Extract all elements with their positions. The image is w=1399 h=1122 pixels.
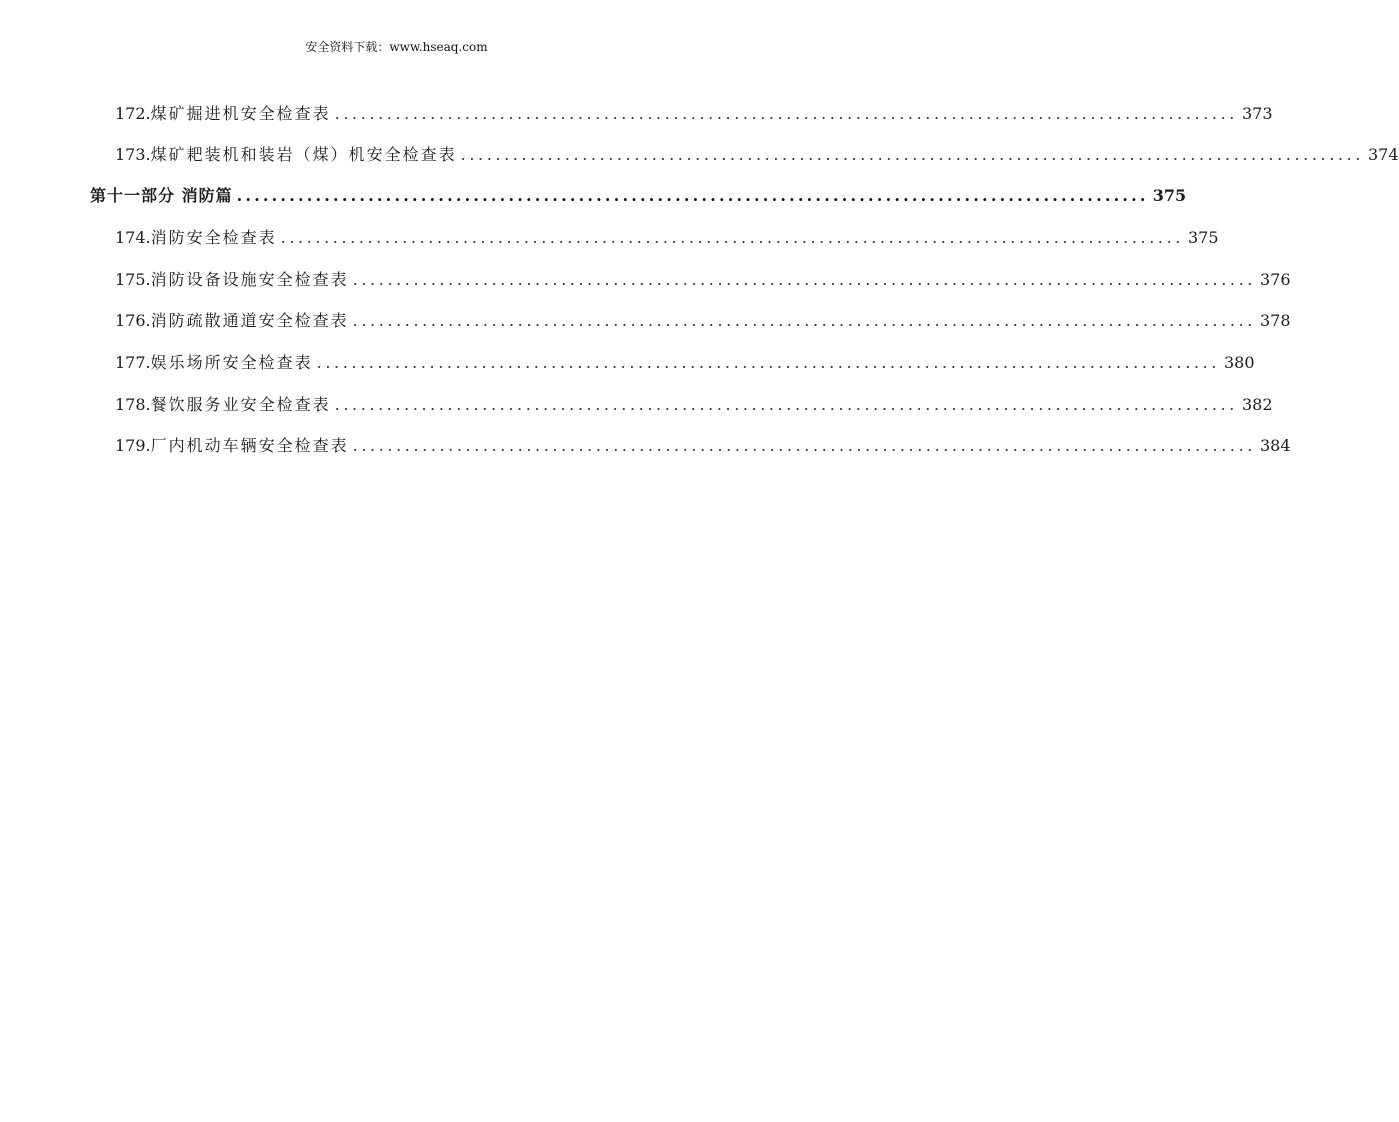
toc-entry-172[interactable]	[115, 94, 1273, 124]
entry-page-number: 378	[1259, 311, 1291, 330]
leader-dots: ........................................................................................................	[460, 145, 1364, 164]
leader-dots: ........................................................................................................	[316, 353, 1220, 372]
entry-number: 175.	[115, 270, 151, 289]
entry-page-number: 380	[1223, 353, 1255, 372]
entry-page-number: 373	[1241, 104, 1273, 123]
entry-number: 173.	[115, 145, 151, 164]
entry-page-number: 374	[1367, 145, 1399, 164]
entry-number: 177.	[115, 353, 151, 372]
leader-dots: ........................................................................................................	[352, 311, 1256, 330]
toc-entry-173[interactable]	[115, 135, 1399, 165]
entry-title: 餐饮服务业安全检查表	[150, 395, 331, 414]
entry-number: 174.	[115, 228, 151, 247]
entry-title: 煤矿耙装机和装岩（煤）机安全检查表	[150, 145, 457, 164]
toc-entry-175[interactable]	[115, 260, 1291, 290]
toc-entry-174[interactable]	[115, 218, 1219, 248]
header-text: 安全资料下载：www.hseaq.com	[305, 40, 488, 54]
entry-page-number: 384	[1259, 436, 1291, 455]
leader-dots: ........................................................................................................	[352, 270, 1256, 289]
entry-number: 178.	[115, 395, 151, 414]
leader-dots: ........................................................................................................	[280, 228, 1184, 247]
entry-page-number: 375	[1187, 228, 1219, 247]
toc-part-heading[interactable]	[90, 176, 1187, 206]
toc-entry-178[interactable]	[115, 385, 1273, 415]
leader-dots: ........................................................................................................	[334, 395, 1238, 414]
part-page-number: 375	[1152, 186, 1187, 205]
part-title: 第十一部分 消防篇	[90, 186, 233, 205]
leader-dots: ........................................................................................................	[334, 104, 1238, 123]
entry-title: 消防疏散通道安全检查表	[150, 311, 349, 330]
entry-number: 179.	[115, 436, 151, 455]
entry-page-number: 382	[1241, 395, 1273, 414]
entry-title: 煤矿掘进机安全检查表	[150, 104, 331, 123]
entry-page-number: 376	[1259, 270, 1291, 289]
leader-dots: ........................................................................................................	[352, 436, 1256, 455]
page-header	[0, 38, 793, 55]
entry-title: 消防安全检查表	[150, 228, 277, 247]
entry-title: 消防设备设施安全检查表	[150, 270, 349, 289]
toc-entry-179[interactable]	[115, 426, 1291, 456]
entry-number: 176.	[115, 311, 151, 330]
leader-dots: ........................................................................................................	[236, 186, 1149, 205]
toc-entry-176[interactable]	[115, 301, 1291, 331]
toc-entry-177[interactable]	[115, 343, 1255, 373]
entry-title: 娱乐场所安全检查表	[150, 353, 313, 372]
entry-number: 172.	[115, 104, 151, 123]
entry-title: 厂内机动车辆安全检查表	[150, 436, 349, 455]
